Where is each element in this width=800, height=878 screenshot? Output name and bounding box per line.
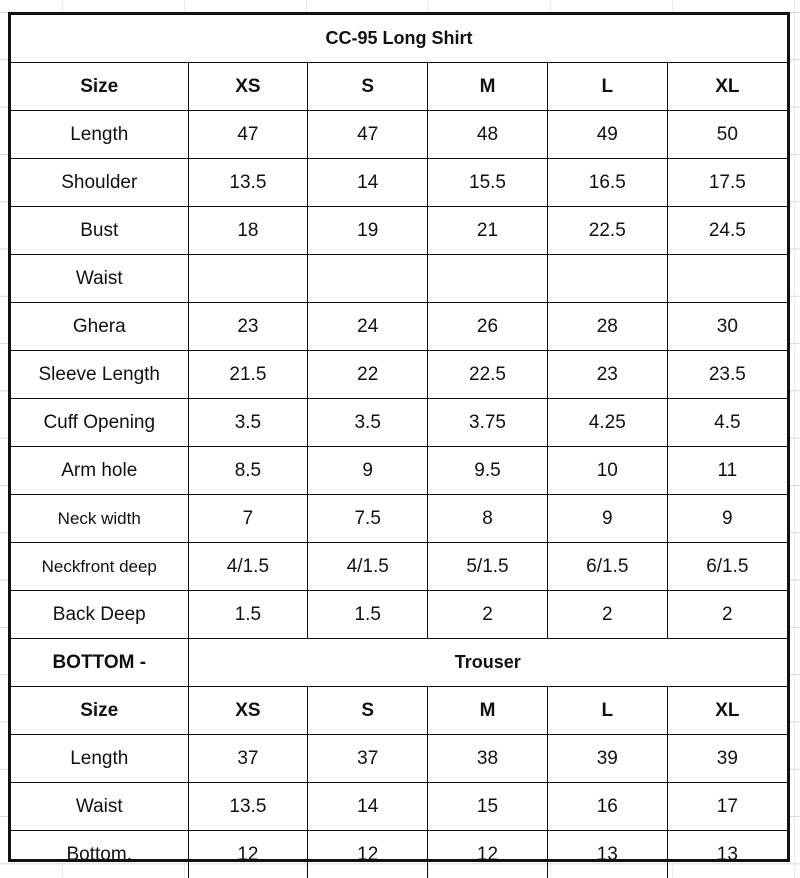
table-row-shoulder [11, 159, 787, 207]
cell-xl[interactable]: 23.5 [667, 351, 787, 399]
cell-xl[interactable]: 39 [667, 735, 787, 783]
table-row-trouser-bottom [11, 831, 787, 878]
shirt-size-header-row [11, 63, 787, 111]
size-chart-sheet [8, 12, 790, 862]
row-label[interactable]: Ghera [11, 303, 188, 351]
table-row-neckfront-deep [11, 543, 787, 591]
cell-m[interactable]: 9.5 [428, 447, 548, 495]
cell-l[interactable]: 4.25 [547, 399, 667, 447]
cell-s[interactable]: 3.5 [308, 399, 428, 447]
size-xs[interactable]: XS [188, 687, 308, 735]
cell-m[interactable]: 38 [428, 735, 548, 783]
cell-s[interactable]: 4/1.5 [308, 543, 428, 591]
cell-m[interactable]: 48 [428, 111, 548, 159]
cell-l[interactable]: 49 [547, 111, 667, 159]
row-label[interactable]: Back Deep [11, 591, 188, 639]
cell-xs[interactable]: 37 [188, 735, 308, 783]
cell-xl[interactable]: 24.5 [667, 207, 787, 255]
bottom-section-row [11, 639, 787, 687]
bottom-section-title[interactable]: Trouser [188, 639, 787, 687]
cell-l[interactable]: 16 [547, 783, 667, 831]
cell-m[interactable]: 8 [428, 495, 548, 543]
size-xl[interactable]: XL [667, 63, 787, 111]
cell-xl[interactable]: 17 [667, 783, 787, 831]
cell-l[interactable]: 23 [547, 351, 667, 399]
row-label[interactable]: Bottom. [11, 831, 188, 878]
cell-s[interactable]: 22 [308, 351, 428, 399]
cell-s[interactable]: 47 [308, 111, 428, 159]
row-label[interactable]: Bust [11, 207, 188, 255]
cell-xl[interactable]: 4.5 [667, 399, 787, 447]
cell-xs[interactable]: 13.5 [188, 159, 308, 207]
size-s[interactable]: S [308, 687, 428, 735]
table-row-sleeve-length [11, 351, 787, 399]
cell-l[interactable]: 22.5 [547, 207, 667, 255]
cell-m[interactable]: 15.5 [428, 159, 548, 207]
table-row-waist [11, 255, 787, 303]
cell-l[interactable]: 2 [547, 591, 667, 639]
cell-m[interactable]: 12 [428, 831, 548, 878]
size-xs[interactable]: XS [188, 63, 308, 111]
cell-s[interactable]: 14 [308, 783, 428, 831]
cell-l[interactable]: 10 [547, 447, 667, 495]
cell-xs[interactable]: 1.5 [188, 591, 308, 639]
row-label[interactable]: Neckfront deep [11, 543, 188, 591]
cell-xs[interactable]: 47 [188, 111, 308, 159]
table-row-ghera [11, 303, 787, 351]
table-row-trouser-waist [11, 783, 787, 831]
row-label[interactable]: Shoulder [11, 159, 188, 207]
chart-title[interactable]: CC-95 Long Shirt [11, 15, 787, 63]
size-m[interactable]: M [428, 63, 548, 111]
size-header-label[interactable]: Size [11, 63, 188, 111]
cell-m[interactable]: 21 [428, 207, 548, 255]
cell-xl[interactable]: 11 [667, 447, 787, 495]
cell-l[interactable]: 16.5 [547, 159, 667, 207]
cell-xs[interactable]: 12 [188, 831, 308, 878]
size-s[interactable]: S [308, 63, 428, 111]
row-label[interactable]: Length [11, 111, 188, 159]
size-header-label[interactable]: Size [11, 687, 188, 735]
cell-m[interactable]: 3.75 [428, 399, 548, 447]
table-row-arm-hole [11, 447, 787, 495]
row-label[interactable]: Length [11, 735, 188, 783]
cell-l[interactable]: 13 [547, 831, 667, 878]
cell-xl[interactable]: 50 [667, 111, 787, 159]
cell-xl[interactable]: 2 [667, 591, 787, 639]
cell-xs[interactable]: 7 [188, 495, 308, 543]
cell-m[interactable]: 5/1.5 [428, 543, 548, 591]
cell-s[interactable]: 9 [308, 447, 428, 495]
table-row-neck-width [11, 495, 787, 543]
cell-xs[interactable]: 8.5 [188, 447, 308, 495]
cell-m[interactable]: 26 [428, 303, 548, 351]
cell-m[interactable]: 15 [428, 783, 548, 831]
cell-xs[interactable]: 3.5 [188, 399, 308, 447]
cell-l[interactable]: 6/1.5 [547, 543, 667, 591]
cell-xl[interactable]: 13 [667, 831, 787, 878]
cell-s[interactable] [308, 255, 428, 303]
cell-s[interactable]: 1.5 [308, 591, 428, 639]
cell-m[interactable]: 22.5 [428, 351, 548, 399]
cell-xl[interactable] [667, 255, 787, 303]
cell-xs[interactable]: 23 [188, 303, 308, 351]
cell-l[interactable]: 28 [547, 303, 667, 351]
cell-s[interactable]: 7.5 [308, 495, 428, 543]
cell-xl[interactable]: 30 [667, 303, 787, 351]
cell-xs[interactable]: 4/1.5 [188, 543, 308, 591]
cell-l[interactable]: 39 [547, 735, 667, 783]
table-row-back-deep [11, 591, 787, 639]
cell-s[interactable]: 19 [308, 207, 428, 255]
title-row [11, 15, 787, 63]
size-l[interactable]: L [547, 687, 667, 735]
size-m[interactable]: M [428, 687, 548, 735]
cell-xs[interactable]: 18 [188, 207, 308, 255]
bottom-size-header-row [11, 687, 787, 735]
bottom-section-label[interactable]: BOTTOM - [11, 639, 188, 687]
cell-s[interactable]: 12 [308, 831, 428, 878]
cell-xl[interactable]: 6/1.5 [667, 543, 787, 591]
table-row-bust [11, 207, 787, 255]
size-xl[interactable]: XL [667, 687, 787, 735]
cell-xs[interactable] [188, 255, 308, 303]
cell-s[interactable]: 37 [308, 735, 428, 783]
cell-xs[interactable]: 13.5 [188, 783, 308, 831]
table-row-length [11, 111, 787, 159]
cell-s[interactable]: 14 [308, 159, 428, 207]
size-l[interactable]: L [547, 63, 667, 111]
cell-l[interactable]: 9 [547, 495, 667, 543]
table-row-trouser-length [11, 735, 787, 783]
cell-s[interactable]: 24 [308, 303, 428, 351]
cell-m[interactable]: 2 [428, 591, 548, 639]
row-label[interactable]: Neck width [11, 495, 188, 543]
row-label[interactable]: Waist [11, 255, 188, 303]
size-chart-table [11, 15, 787, 878]
cell-xl[interactable]: 17.5 [667, 159, 787, 207]
row-label[interactable]: Waist [11, 783, 188, 831]
row-label[interactable]: Cuff Opening [11, 399, 188, 447]
cell-xs[interactable]: 21.5 [188, 351, 308, 399]
row-label[interactable]: Arm hole [11, 447, 188, 495]
cell-l[interactable] [547, 255, 667, 303]
row-label[interactable]: Sleeve Length [11, 351, 188, 399]
cell-m[interactable] [428, 255, 548, 303]
cell-xl[interactable]: 9 [667, 495, 787, 543]
table-row-cuff-opening [11, 399, 787, 447]
